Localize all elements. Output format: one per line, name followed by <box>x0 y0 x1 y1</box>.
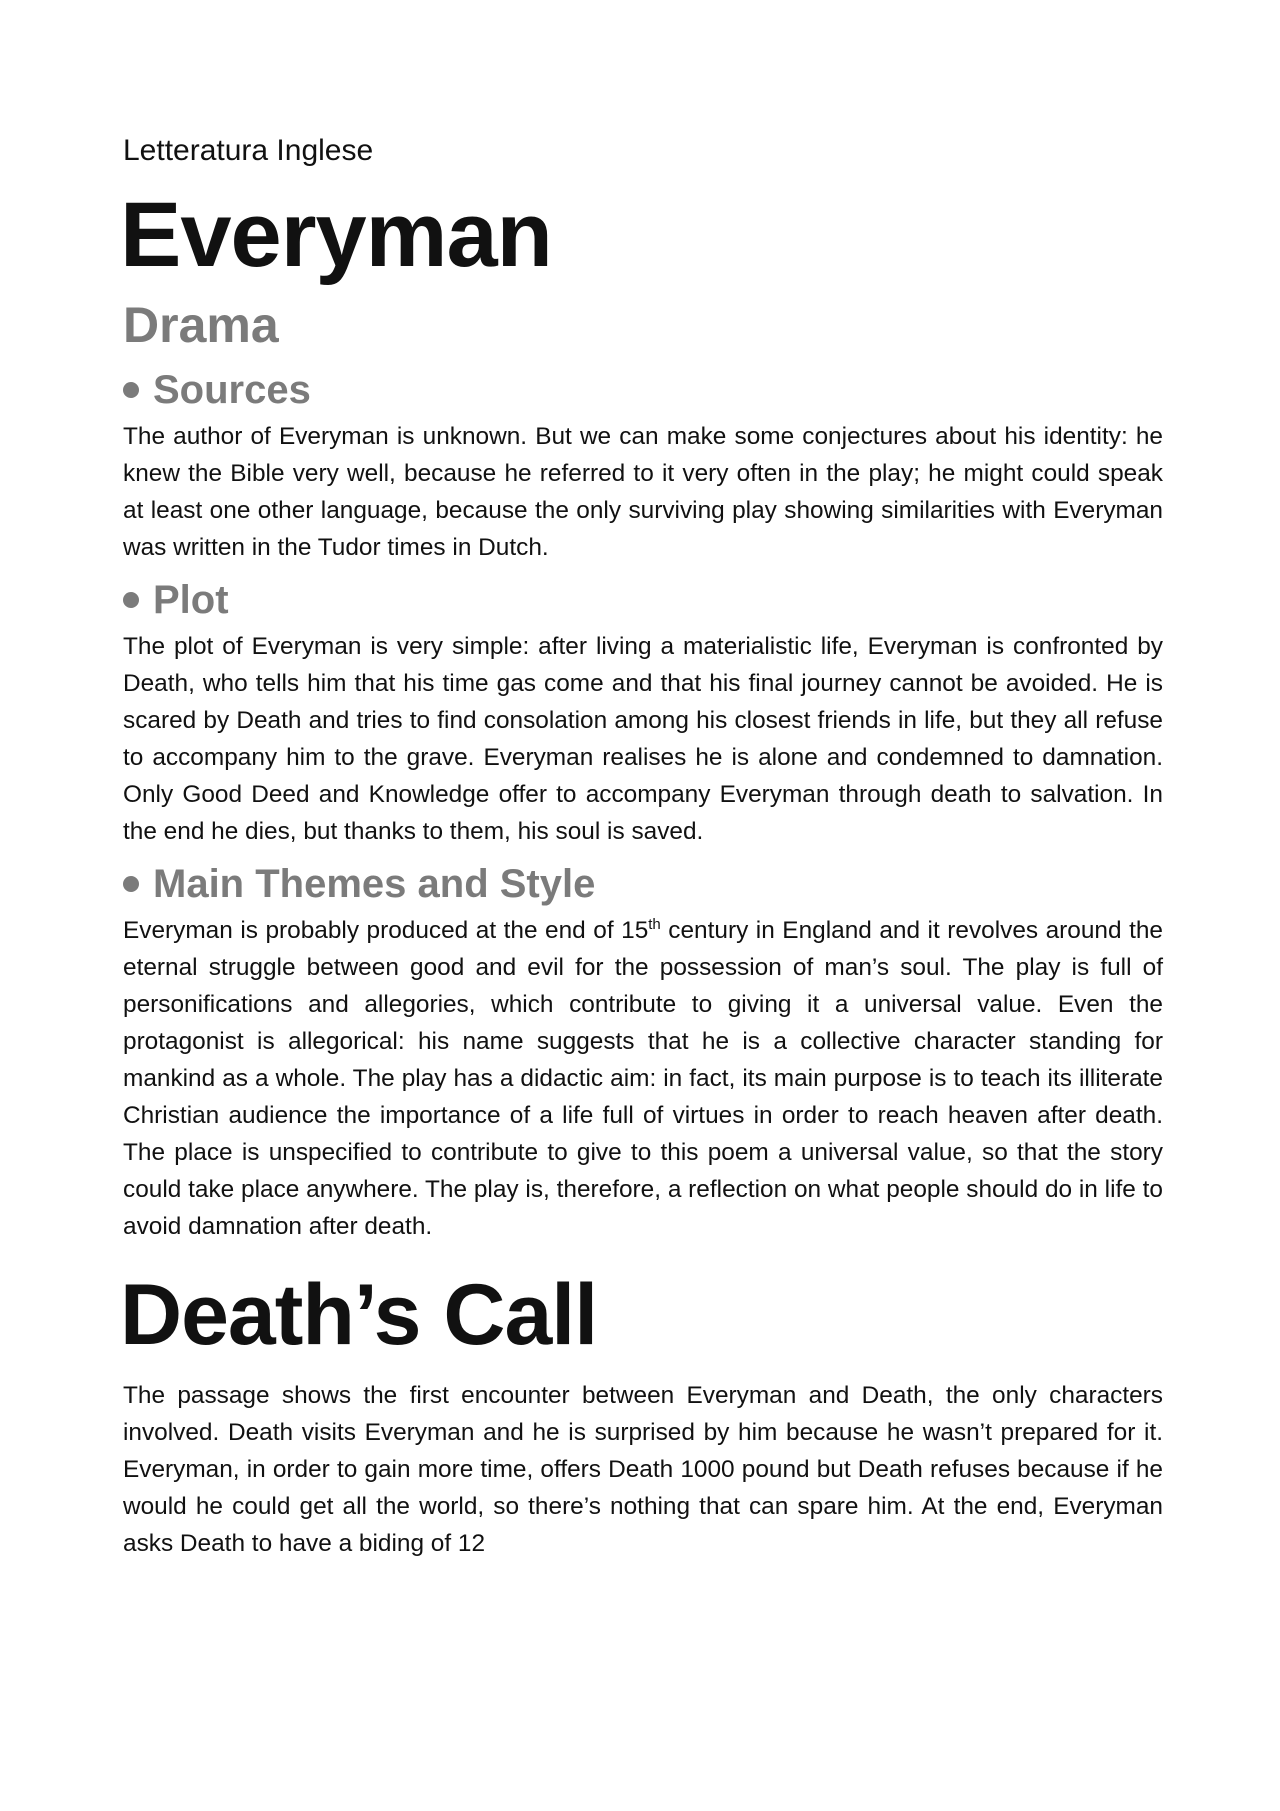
bullet-icon <box>123 592 139 608</box>
section-heading <box>123 364 1163 416</box>
section-paragraph: The plot of Everyman is very simple: after living a materialistic life, Everyman is confronted by Death, who tells him that his time gas come and that his final journey cannot be avoided. He is scared by Death and tries to find consolation among his closest friends in life, but they all refuse to accompany him to the grave. Everyman realises he is alone and condemned to damnation. Only Good Deed and Knowledge offer to accompany Everyman through death to salvation. In the end he dies, but thanks to them, his soul is saved. <box>123 633 1163 845</box>
section-heading <box>123 858 1163 910</box>
section-heading-label: Plot <box>153 578 229 622</box>
section-plot <box>123 574 1163 850</box>
superscript: th <box>648 915 661 933</box>
paragraph-text-part: Everyman is probably produced at the end of 15 <box>123 917 649 944</box>
section-sources <box>123 364 1163 566</box>
bullet-icon <box>123 382 139 398</box>
paragraph-text-part: century in England and it revolves around the eternal struggle between good and evil for the possession of man’s soul. The play is full of personifications and allegories, which contribute to giving it a universal value. Even the protagonist is allegorical: his name suggests that he is a collective character standing for mankind as a whole. The play has a didactic aim: in fact, its main purpose is to teach its illiterate Christian audience the importance of a life full of virtues in order to reach heaven after death. The place is unspecified to contribute to give to this poem a universal value, so that the story could take place anywhere. The play is, therefore, a reflection on what people should do in life to avoid damnation after death. <box>123 917 1163 1240</box>
section-main-themes <box>123 858 1163 1245</box>
course-label: Letteratura Inglese <box>123 134 374 167</box>
document-page <box>120 128 1163 1562</box>
section-heading-label: Main Themes and Style <box>153 862 596 906</box>
section-paragraph <box>123 912 1163 1245</box>
section-heading <box>123 574 1163 626</box>
page-title: Everyman <box>120 184 552 286</box>
bullet-icon <box>123 876 139 892</box>
deaths-call-paragraph: The passage shows the first encounter between Everyman and Death, the only characters involved. Death visits Everyman and he is surprised by him because he wasn’t prepared for it. Everyman, in order to gain more time, offers Death 1000 pound but Death refuses because if he would he could get all the world, so there’s nothing that can spare him. At the end, Everyman asks Death to have a biding of 12 <box>123 1382 1163 1557</box>
deaths-call-title: Death’s Call <box>120 1267 598 1363</box>
page-subtitle: Drama <box>123 297 279 353</box>
section-paragraph: The author of Everyman is unknown. But we can make some conjectures about his identity: he knew the Bible very well, because he referred to it very often in the play; he might could speak at least one other language, because the only surviving play showing similarities with Everyman was written in the Tudor times in Dutch. <box>123 423 1163 561</box>
section-heading-label: Sources <box>153 368 311 412</box>
